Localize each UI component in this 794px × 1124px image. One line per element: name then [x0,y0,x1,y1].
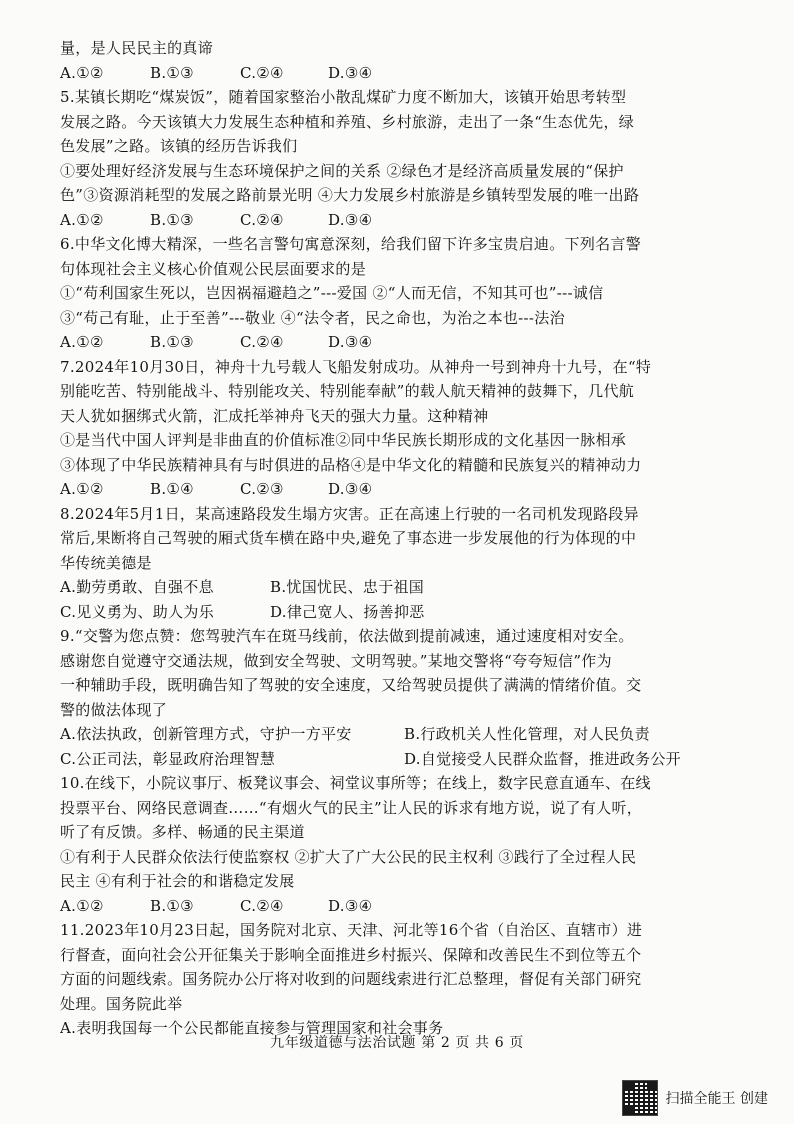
text-line: 方面的问题线索。国务院办公厅将对收到的问题线索进行汇总整理，督促有关部门研究 [60,970,642,988]
option-a: A.表明我国每一个公民都能直接参与管理国家和社会事务 [60,1019,444,1037]
option-d: D.③④ [328,63,373,82]
option-c: C.②④ [240,63,284,82]
option-c: C.公正司法，彰显政府治理智慧 [60,749,276,768]
question-7-stem: 7.2024年10月30日，神舟十九号载人飞船发射成功。从神舟一号到神舟十九号，在“特 [60,357,652,376]
option-d: D.③④ [328,333,373,351]
option-d: D.③④ [328,210,373,229]
options-q4 [60,61,720,86]
text-line: 一种辅助手段，既明确告知了驾驶的安全速度，又给驾驶员提供了满满的情绪价值。交 [60,676,642,694]
option-c: C.见义勇为、助人为乐 [60,602,215,621]
text-line: ①有利于人民群众依法行使监察权 ②扩大了广大公民的民主权利 ③践行了全过程人民 [60,847,637,866]
exam-content [60,36,720,1041]
option-a: A.依法执政，创新管理方式，守护一方平安 [60,725,352,743]
option-b: B.①③ [150,210,194,229]
options-q7 [60,477,720,502]
text-line: 处理。国务院此举 [60,994,183,1013]
question-11-stem: 11.2023年10月23日起，国务院对北京、天津、河北等16个省（自治区、直辖市）进 [60,921,643,939]
qr-code-icon [622,1080,658,1116]
options-q6 [60,330,720,355]
option-b: B.行政机关人性化管理，对人民负责 [404,725,650,743]
text-line: 句体现社会主义核心价值观公民层面要求的是 [60,259,367,278]
options-q9-row1 [60,722,720,747]
option-a: A.①② [60,63,104,82]
text-line: ①是当代中国人评判是非曲直的价值标准②同中华民族长期形成的文化基因一脉相承 [60,431,627,449]
question-8-stem: 8.2024年5月1日，某高速路段发生塌方灾害。正在高速上行驶的一名司机发现路段异 [60,504,639,523]
text-line: ③“苟己有耻，止于至善”---敬业 ④“法令者，民之命也，为治之本也---法治 [60,308,565,327]
option-c: C.②④ [240,896,284,915]
text-line: 别能吃苦、特别能战斗、特别能攻关、特别能奉献”的载人航天精神的鼓舞下，几代航 [60,382,635,400]
option-a: A.①② [60,333,104,351]
option-b: B.①③ [150,333,194,351]
question-9-stem: 9.“交警为您点赞：您驾驶汽车在斑马线前，依法做到提前减速，通过速度相对安全。 [60,627,634,645]
text-line: 天人犹如捆绑式火箭，汇成托举神舟飞天的强大力量。这种精神 [60,406,489,425]
question-10-stem: 10.在线下，小院议事厅、板凳议事会、祠堂议事所等；在线上，数字民意直通车、在线 [60,774,651,792]
text-line: ①“苟利国家生死以，岂因祸福避趋之”---爱国 ②“人而无信，不知其可也”---诚信 [60,284,604,302]
option-c: C.②④ [240,333,284,351]
option-d: D.自觉接受人民群众监督，推进政务公开 [404,749,681,768]
option-b: B.①③ [150,896,194,915]
option-a: A.①② [60,210,104,229]
text-line: 常后,果断将自己驾驶的厢式货车横在路中央,避免了事态进一步发展他的行为体现的中 [60,529,637,547]
options-q8-row2 [60,600,720,625]
text-line: 听了有反馈。多样、畅通的民主渠道 [60,823,305,841]
watermark-text: 扫描全能王 创建 [665,1091,768,1107]
option-c: C.②③ [240,480,284,498]
option-d: D.律己宽人、扬善抑恶 [270,602,425,621]
text-line: 行督查，面向社会公开征集关于影响全面推进乡村振兴、保障和改善民生不到位等五个 [60,945,642,964]
text-line: 量，是人民民主的真谛 [60,39,214,57]
options-q5 [60,208,720,233]
option-a: A.①② [60,896,104,915]
option-b: B.①④ [150,480,194,498]
option-b: B.①③ [150,63,194,82]
options-q8-row1 [60,575,720,600]
question-6-stem: 6.中华文化博大精深，一些名言警句寓意深刻，给我们留下许多宝贵启迪。下列名言警 [60,235,642,253]
text-line: 华传统美德是 [60,553,152,572]
page-footer: 九年级道德与法治试题 第 2 页 共 6 页 [270,1035,524,1051]
option-a: A.勤劳勇敢、自强不息 [60,578,214,596]
question-5-stem: 5.某镇长期吃“煤炭饭”，随着国家整治小散乱煤矿力度不断加大，该镇开始思考转型 [60,88,627,106]
text-line: 发展之路。今天该镇大力发展生态种植和养殖、乡村旅游，走出了一条“生态优先，绿 [60,112,635,131]
option-b: B.忧国忧民、忠于祖国 [270,578,425,596]
text-line: 投票平台、网络民意调查……“有烟火气的民主”让人民的诉求有地方说，说了有人听， [60,798,643,817]
option-d: D.③④ [328,480,373,498]
text-line: ①要处理好经济发展与生态环境保护之间的关系 ②绿色才是经济高质量发展的“保护 [60,161,624,180]
text-line: 色”③资源消耗型的发展之路前景光明 ④大力发展乡村旅游是乡镇转型发展的唯一出路 [60,186,640,204]
text-line: 感谢您自觉遵守交通法规，做到安全驾驶、文明驾驶。”某地交警将“夸夸短信”作为 [60,651,612,670]
options-q10 [60,894,720,919]
text-line: 色发展”之路。该镇的经历告诉我们 [60,137,298,155]
text-line: 民主 ④有利于社会的和谐稳定发展 [60,872,295,890]
option-a: A.①② [60,480,104,498]
option-d: D.③④ [328,896,373,915]
option-c: C.②④ [240,210,284,229]
text-line: ③体现了中华民族精神具有与时俱进的品格④是中华文化的精髓和民族复兴的精神动力 [60,455,642,474]
text-line: 警的做法体现了 [60,700,168,719]
scanner-watermark [622,1080,768,1116]
options-q9-row2 [60,747,720,772]
